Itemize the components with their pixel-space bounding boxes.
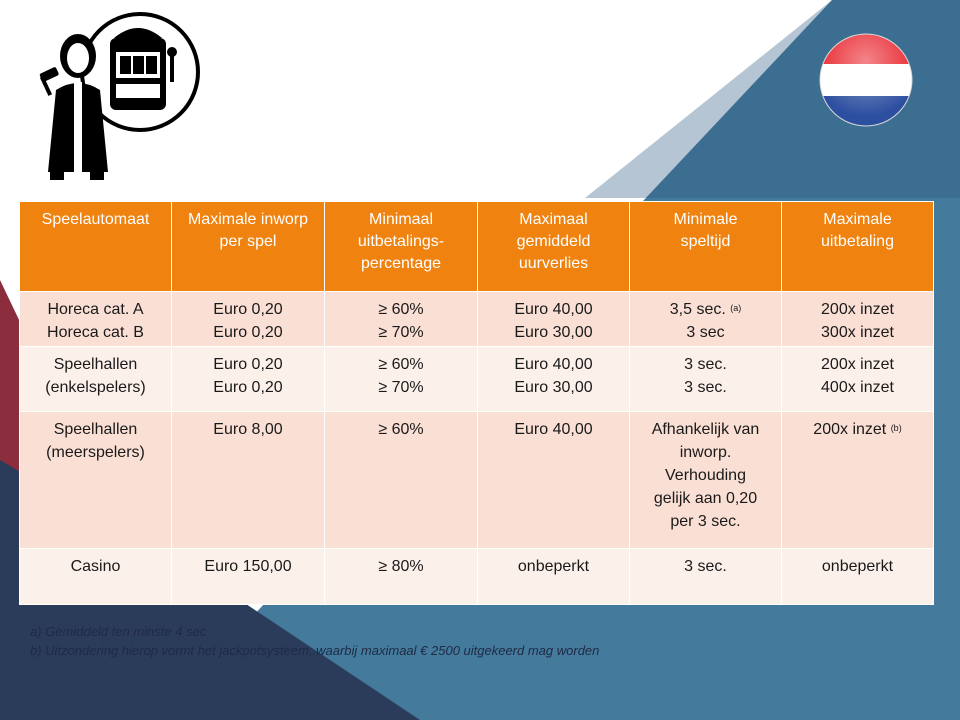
cell-speltijd: Afhankelijk van inworp. Verhouding gelijk aan 0,20 per 3 sec.	[630, 412, 782, 549]
cell-type: Speelhallen (enkelspelers)	[20, 347, 172, 412]
cell-inworp: Euro 0,20 Euro 0,20	[172, 292, 325, 347]
header-minimale-speltijd: Minimale speltijd	[630, 202, 782, 292]
footnote-marker-b: (b)	[890, 423, 902, 433]
cell-uurverlies: Euro 40,00 Euro 30,00	[478, 292, 630, 347]
cell-uitbetaling: 200x inzet 400x inzet	[782, 347, 934, 412]
footnotes	[30, 622, 599, 660]
cell-uurverlies: Euro 40,00 Euro 30,00	[478, 347, 630, 412]
dutch-flag-icon	[818, 32, 914, 128]
cell-uurverlies: onbeperkt	[478, 549, 630, 605]
cell-inworp: Euro 8,00	[172, 412, 325, 549]
header-minimaal-uitbetalingspercentage: Minimaal uitbetalings- percentage	[325, 202, 478, 292]
judge-slot-machine-icon	[30, 12, 202, 182]
cell-uitbetaling: onbeperkt	[782, 549, 934, 605]
header-maximaal-uurverlies: Maximaal gemiddeld uurverlies	[478, 202, 630, 292]
cell-inworp: Euro 0,20 Euro 0,20	[172, 347, 325, 412]
footnote-a: a) Gemiddeld ten minste 4 sec	[30, 624, 207, 639]
cell-uitbetaling: 200x inzet 300x inzet	[782, 292, 934, 347]
header-maximale-inworp: Maximale inworp per spel	[172, 202, 325, 292]
cell-uitbetaling: 200x inzet $^{(b)}$	[782, 412, 934, 549]
cell-percentage: ≥ 60% ≥ 70%	[325, 347, 478, 412]
header-maximale-uitbetaling: Maximale uitbetaling	[782, 202, 934, 292]
cell-type: Horeca cat. A Horeca cat. B	[20, 292, 172, 347]
header-speelautomaat: Speelautomaat	[20, 202, 172, 292]
table-row	[20, 347, 934, 412]
table-row	[20, 292, 934, 347]
footnote-marker-a: (a)	[730, 303, 742, 313]
cell-speltijd: 3 sec. 3 sec.	[630, 347, 782, 412]
cell-speltijd: 3 sec.	[630, 549, 782, 605]
slot-machine-rules-table	[19, 201, 934, 605]
cell-inworp: Euro 150,00	[172, 549, 325, 605]
cell-type: Casino	[20, 549, 172, 605]
cell-percentage: ≥ 60% ≥ 70%	[325, 292, 478, 347]
cell-speltijd: 3,5 sec. $^{(a)}$ 3 sec	[630, 292, 782, 347]
table-row	[20, 412, 934, 549]
table-header-row	[20, 202, 934, 292]
cell-uurverlies: Euro 40,00	[478, 412, 630, 549]
cell-type: Speelhallen (meerspelers)	[20, 412, 172, 549]
footnote-b: b) Uitzondering hierop vormt het jackpotsysteem, waarbij maximaal € 2500 uitgekeerd mag worden	[30, 643, 600, 658]
table-row	[20, 549, 934, 605]
cell-percentage: ≥ 80%	[325, 549, 478, 605]
cell-percentage: ≥ 60%	[325, 412, 478, 549]
